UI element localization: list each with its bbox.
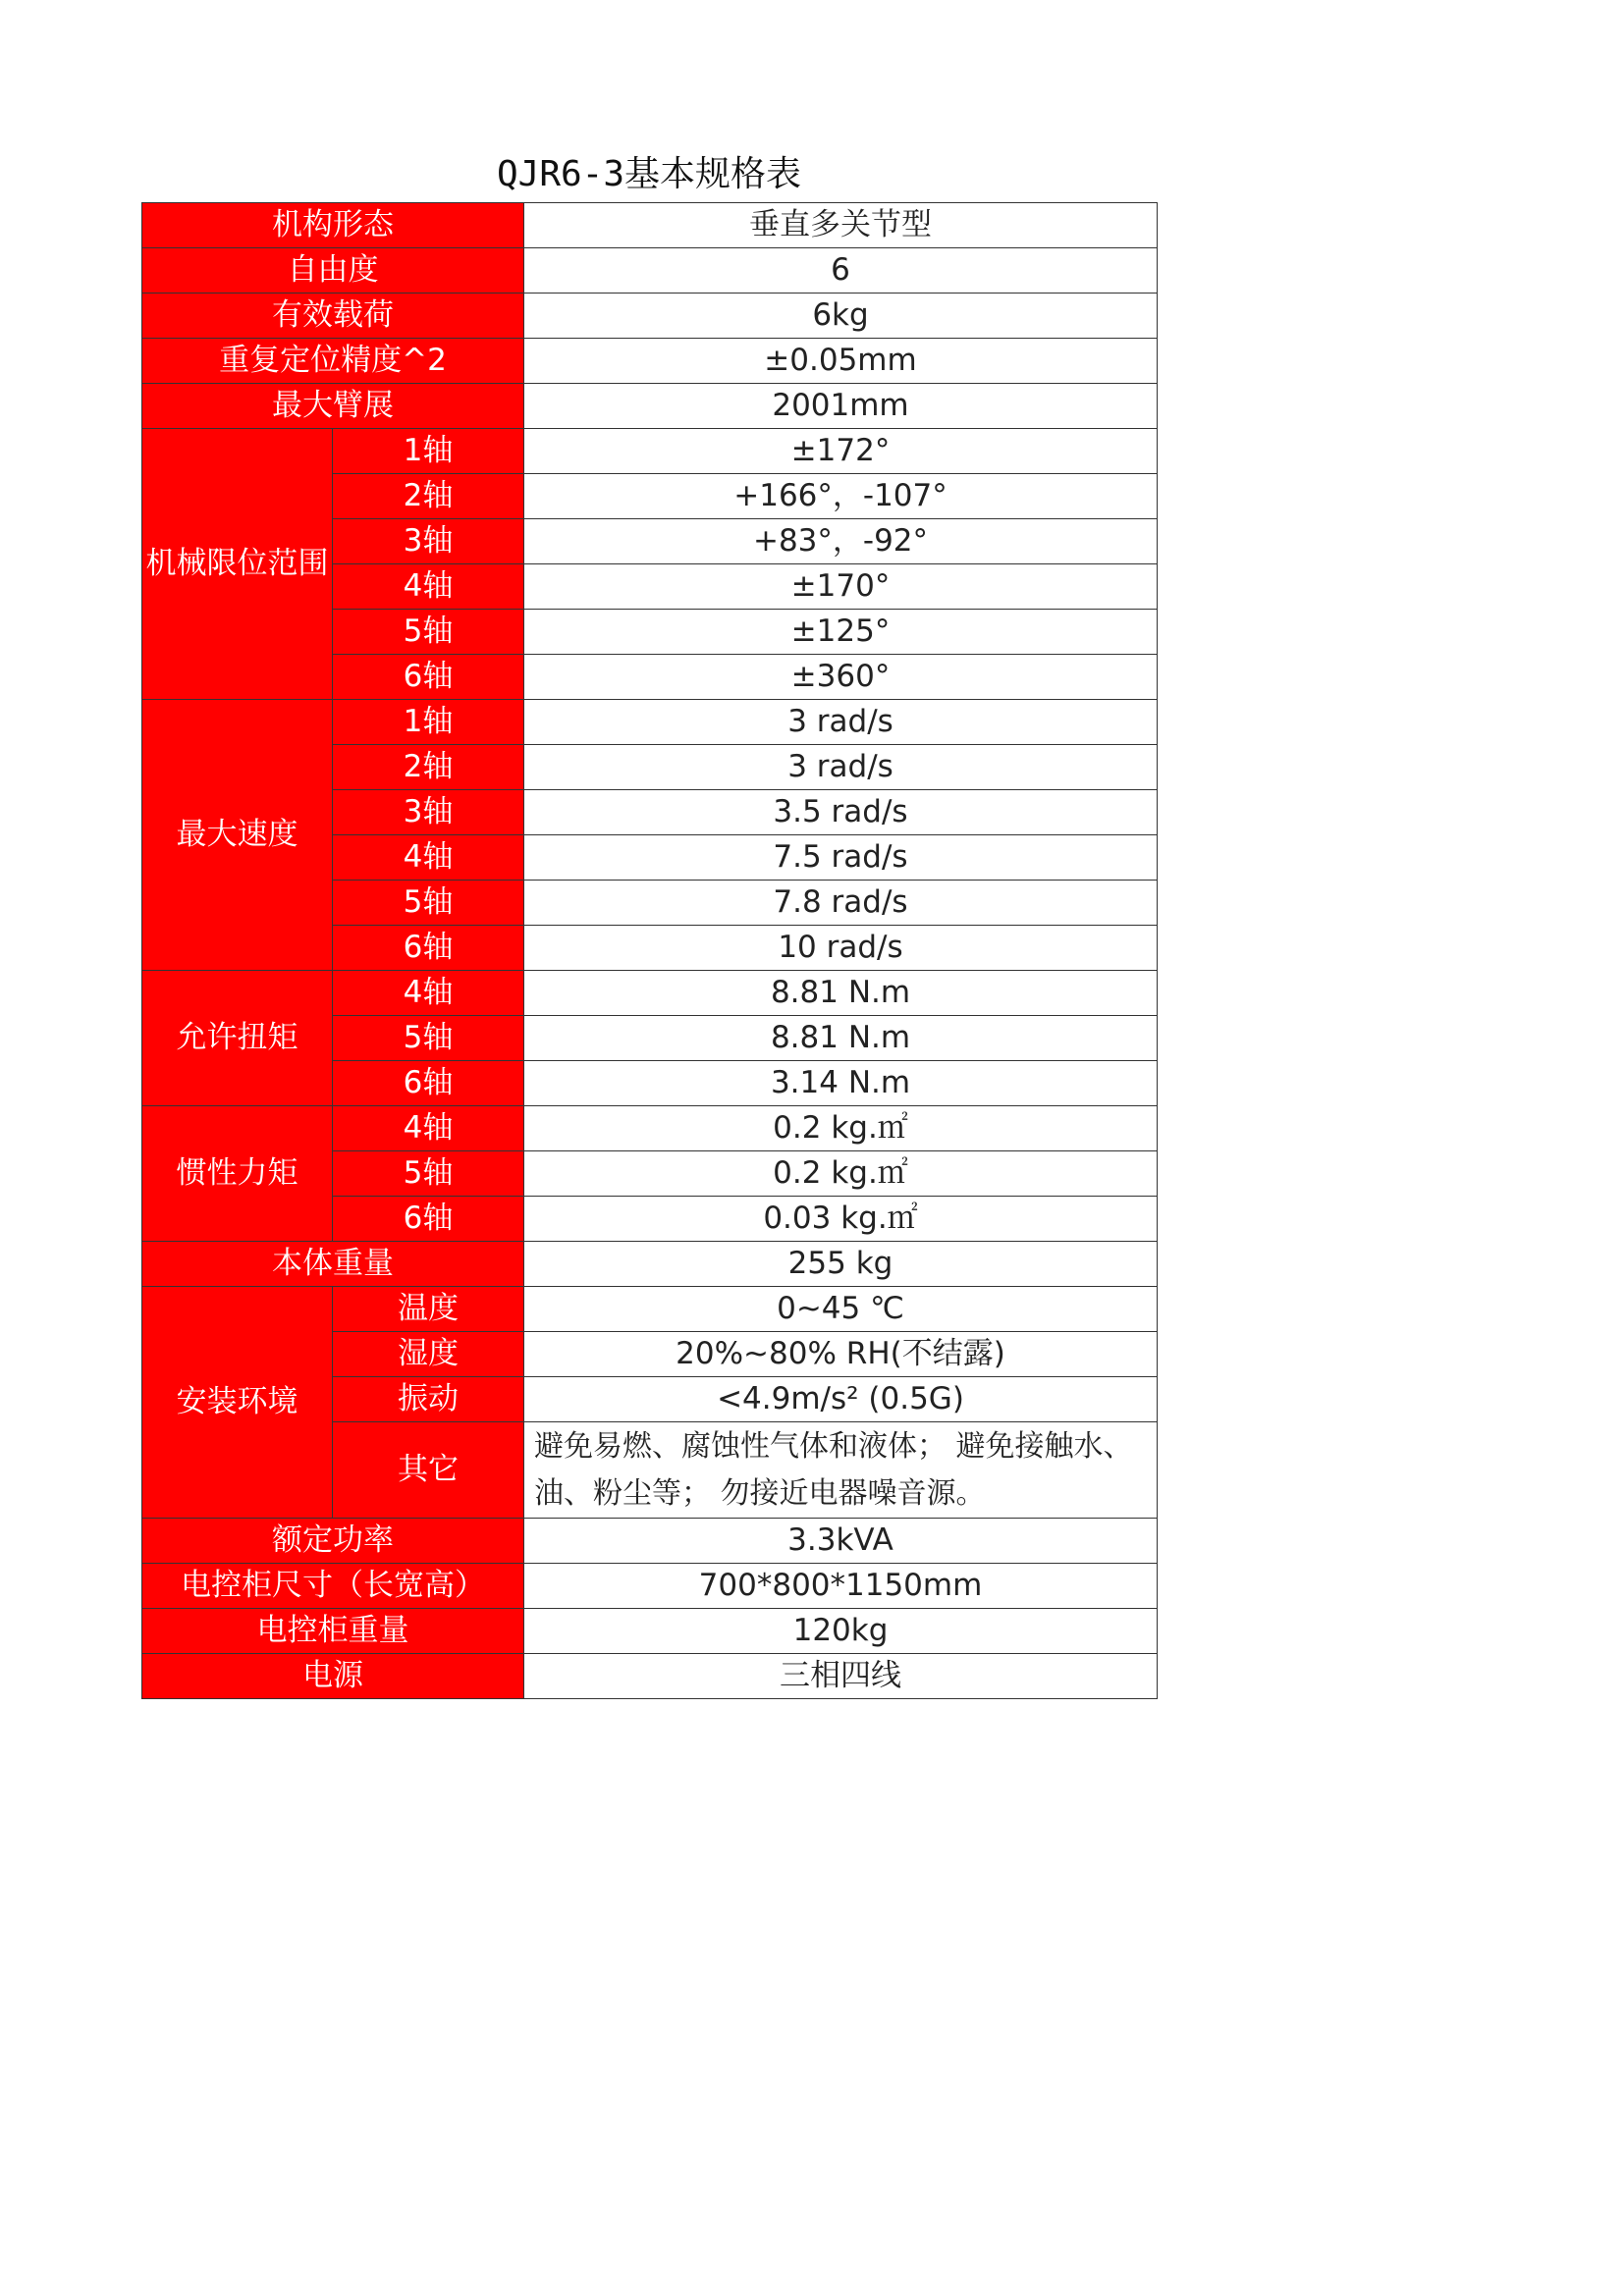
axis-value: ±172° [524,429,1158,474]
axis-label: 6轴 [333,1061,524,1106]
env-value: 20%~80% RH(不结露) [524,1332,1158,1377]
axis-label: 1轴 [333,700,524,745]
axis-label: 5轴 [333,881,524,926]
axis-label: 6轴 [333,655,524,700]
group-label: 允许扭矩 [142,971,333,1106]
table-row [142,1106,1158,1151]
env-label: 振动 [333,1377,524,1422]
axis-value: 7.5 rad/s [524,835,1158,881]
table-row [142,248,1158,294]
axis-value: 3 rad/s [524,745,1158,790]
axis-label: 4轴 [333,971,524,1016]
axis-value: 3.5 rad/s [524,790,1158,835]
axis-value: ±360° [524,655,1158,700]
axis-label: 2轴 [333,474,524,519]
group-label: 惯性力矩 [142,1106,333,1242]
row-value: 6 [524,248,1158,294]
table-row [142,1242,1158,1287]
axis-label: 3轴 [333,519,524,564]
axis-value: 10 rad/s [524,926,1158,971]
axis-value: 8.81 N.m [524,971,1158,1016]
env-value: 避免易燃、腐蚀性气体和液体； 避免接触水、油、粉尘等； 勿接近电器噪音源。 [524,1422,1158,1519]
table-row [142,700,1158,745]
axis-value: 7.8 rad/s [524,881,1158,926]
row-value: 2001mm [524,384,1158,429]
table-row [142,1519,1158,1564]
axis-label: 2轴 [333,745,524,790]
row-label: 重复定位精度^2 [142,339,524,384]
row-value: 6kg [524,294,1158,339]
axis-value: +83°，-92° [524,519,1158,564]
axis-label: 4轴 [333,564,524,610]
row-label: 本体重量 [142,1242,524,1287]
row-label: 额定功率 [142,1519,524,1564]
table-row [142,1609,1158,1654]
table-row [142,339,1158,384]
row-value: 120kg [524,1609,1158,1654]
env-label: 温度 [333,1287,524,1332]
row-value: 3.3kVA [524,1519,1158,1564]
env-value: 0~45 ℃ [524,1287,1158,1332]
page-title: QJR6-3基本规格表 [496,154,802,194]
env-value: <4.9m/s² (0.5G) [524,1377,1158,1422]
table-row [142,203,1158,248]
table-row [142,429,1158,474]
table-row [142,1564,1158,1609]
axis-value: 8.81 N.m [524,1016,1158,1061]
table-row [142,971,1158,1016]
row-value: ±0.05mm [524,339,1158,384]
row-label: 电控柜重量 [142,1609,524,1654]
axis-label: 5轴 [333,610,524,655]
row-label: 最大臂展 [142,384,524,429]
axis-label: 5轴 [333,1151,524,1197]
axis-label: 4轴 [333,1106,524,1151]
axis-label: 6轴 [333,1197,524,1242]
spec-table [141,202,1158,1699]
axis-value: ±125° [524,610,1158,655]
row-value: 垂直多关节型 [524,203,1158,248]
row-value: 255 kg [524,1242,1158,1287]
row-value: 三相四线 [524,1654,1158,1699]
table-row [142,1654,1158,1699]
axis-value: ±170° [524,564,1158,610]
table-row [142,294,1158,339]
axis-value: +166°，-107° [524,474,1158,519]
axis-label: 4轴 [333,835,524,881]
axis-label: 5轴 [333,1016,524,1061]
axis-value: 3.14 N.m [524,1061,1158,1106]
axis-label: 3轴 [333,790,524,835]
row-label: 有效载荷 [142,294,524,339]
row-value: 700*800*1150mm [524,1564,1158,1609]
group-label: 机械限位范围 [142,429,333,700]
row-label: 电源 [142,1654,524,1699]
row-label: 自由度 [142,248,524,294]
axis-label: 6轴 [333,926,524,971]
group-label: 安装环境 [142,1287,333,1519]
table-row [142,384,1158,429]
axis-value: 0.2 kg.㎡ [524,1151,1158,1197]
env-label: 湿度 [333,1332,524,1377]
row-label: 电控柜尺寸（长宽高） [142,1564,524,1609]
axis-label: 1轴 [333,429,524,474]
row-label: 机构形态 [142,203,524,248]
env-label: 其它 [333,1422,524,1519]
axis-value: 0.03 kg.㎡ [524,1197,1158,1242]
group-label: 最大速度 [142,700,333,971]
table-row [142,1287,1158,1332]
axis-value: 0.2 kg.㎡ [524,1106,1158,1151]
axis-value: 3 rad/s [524,700,1158,745]
